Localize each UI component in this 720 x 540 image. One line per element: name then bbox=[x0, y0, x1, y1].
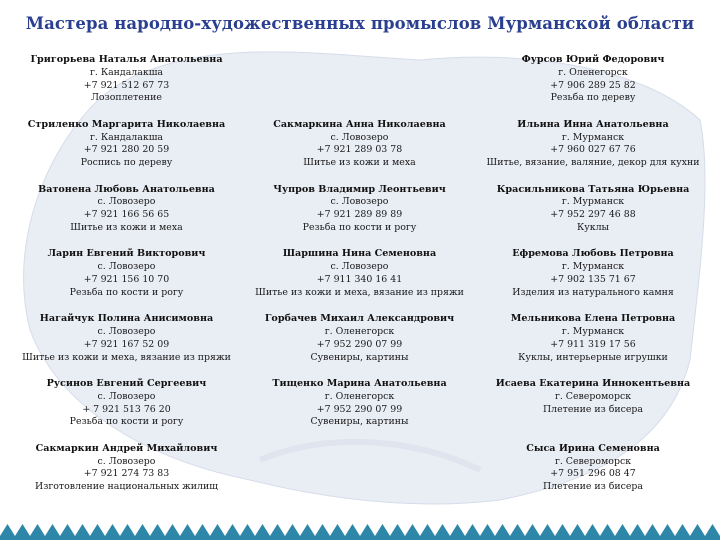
master-city: с. Ловозеро bbox=[330, 261, 389, 273]
master-city: г. Оленегорск bbox=[324, 325, 395, 337]
master-entry bbox=[245, 443, 474, 508]
master-entry bbox=[474, 119, 712, 184]
master-phone: +7 921 167 52 09 bbox=[83, 338, 170, 350]
master-craft: Лозоплетение bbox=[91, 92, 162, 104]
master-phone: +7 960 027 67 76 bbox=[550, 144, 636, 156]
master-city: г. Североморск bbox=[554, 455, 632, 467]
master-craft: Роспись по дереву bbox=[80, 157, 173, 169]
master-city: с. Ловозеро bbox=[97, 390, 156, 402]
master-city: г. Североморск bbox=[554, 390, 632, 402]
master-entry bbox=[8, 119, 245, 184]
master-city: с. Ловозеро bbox=[97, 325, 156, 337]
master-entry bbox=[245, 119, 474, 184]
master-name: Сакмаркина Анна Николаевна bbox=[273, 118, 446, 130]
master-entry bbox=[245, 184, 474, 249]
master-entry bbox=[474, 184, 712, 249]
master-phone: +7 921 274 73 83 bbox=[83, 468, 170, 480]
master-name: Русинов Евгений Сергеевич bbox=[46, 377, 207, 389]
master-entry bbox=[245, 248, 474, 313]
master-phone: +7 921 156 10 70 bbox=[83, 273, 170, 285]
master-city: с. Ловозеро bbox=[330, 131, 389, 143]
master-craft: Шитье из кожи и меха, вязание из пряжи bbox=[255, 286, 464, 298]
master-city: с. Ловозеро bbox=[97, 196, 156, 208]
master-entry bbox=[474, 443, 712, 508]
master-craft: Изделия из натурального камня bbox=[512, 286, 674, 298]
master-city: г. Мурманск bbox=[561, 325, 625, 337]
ornament-border bbox=[0, 516, 720, 540]
master-name: Шаршина Нина Семеновна bbox=[282, 248, 437, 260]
master-entry bbox=[8, 54, 245, 119]
master-city: г. Мурманск bbox=[561, 196, 625, 208]
master-city: с. Ловозеро bbox=[330, 196, 389, 208]
master-city: с. Ловозеро bbox=[97, 455, 156, 467]
master-craft: Резьба по дереву bbox=[550, 92, 636, 104]
master-craft: Резьба по кости и рогу bbox=[302, 221, 417, 233]
page-title: Мастера народно-художественных промыслов Мурманской области bbox=[25, 14, 695, 33]
master-name: Стриленко Маргарита Николаевна bbox=[27, 118, 226, 130]
master-entry bbox=[474, 248, 712, 313]
master-entry bbox=[8, 184, 245, 249]
master-phone: +7 921 512 67 73 bbox=[83, 79, 170, 91]
master-entry bbox=[8, 378, 245, 443]
master-entry bbox=[8, 443, 245, 508]
master-phone: +7 921 289 03 78 bbox=[316, 144, 403, 156]
master-city: г. Мурманск bbox=[561, 131, 625, 143]
master-city: г. Мурманск bbox=[561, 261, 625, 273]
master-name: Ефремова Любовь Петровна bbox=[512, 248, 674, 260]
master-entry bbox=[245, 54, 474, 119]
master-phone: +7 952 297 46 88 bbox=[550, 209, 636, 221]
master-city: г. Кандалакша bbox=[89, 66, 164, 78]
master-name: Сысa Ирина Семеновна bbox=[526, 442, 660, 454]
master-city: г. Оленегорск bbox=[324, 390, 395, 402]
master-entry bbox=[474, 313, 712, 378]
master-phone: +7 921 280 20 59 bbox=[83, 144, 170, 156]
master-craft: Резьба по кости и рогу bbox=[69, 286, 184, 298]
master-phone: +7 921 166 56 65 bbox=[83, 209, 170, 221]
master-phone: + 7 921 513 76 20 bbox=[82, 403, 171, 415]
master-craft: Сувениры, картины bbox=[310, 416, 409, 428]
master-phone: +7 921 289 89 89 bbox=[316, 209, 403, 221]
master-name: Фурсов Юрий Федорович bbox=[521, 54, 665, 65]
master-phone: +7 911 340 16 41 bbox=[316, 273, 403, 285]
master-craft: Резьба по кости и рогу bbox=[69, 416, 184, 428]
master-city: г. Кандалакша bbox=[89, 131, 164, 143]
master-phone: +7 952 290 07 99 bbox=[316, 338, 403, 350]
master-entry bbox=[474, 54, 712, 119]
master-entry bbox=[245, 378, 474, 443]
master-phone: +7 952 290 07 99 bbox=[316, 403, 403, 415]
masters-grid bbox=[8, 54, 712, 508]
master-name: Чупров Владимир Леонтьевич bbox=[273, 183, 446, 195]
master-phone: +7 911 319 17 56 bbox=[550, 338, 636, 350]
master-name: Горбачев Михаил Александрович bbox=[264, 313, 455, 325]
master-name: Тищенко Марина Анатольевна bbox=[272, 377, 447, 389]
master-name: Красильникова Татьяна Юрьевна bbox=[496, 183, 690, 195]
master-city: с. Ловозеро bbox=[97, 261, 156, 273]
master-craft: Изготовление национальных жилищ bbox=[35, 481, 218, 493]
master-name: Нагайчук Полина Анисимовна bbox=[39, 313, 214, 325]
master-name: Ватонена Любовь Анатольевна bbox=[38, 183, 215, 195]
master-craft: Плетение из бисера bbox=[542, 403, 644, 415]
master-craft: Куклы, интерьерные игрушки bbox=[518, 351, 668, 363]
master-name: Ларин Евгений Викторович bbox=[47, 248, 206, 260]
master-entry bbox=[245, 313, 474, 378]
master-craft: Сувениры, картины bbox=[310, 351, 409, 363]
master-craft: Плетение из бисера bbox=[542, 481, 644, 493]
master-craft: Шитье из кожи и меха, вязание из пряжи bbox=[22, 351, 231, 363]
master-phone: +7 951 296 08 47 bbox=[550, 468, 636, 480]
master-name: Мельникова Елена Петровна bbox=[510, 313, 676, 325]
master-city: г. Оленегорск bbox=[558, 66, 628, 78]
master-phone: +7 906 289 25 82 bbox=[550, 79, 636, 91]
master-name: Исаева Екатерина Иннокентьевна bbox=[495, 377, 691, 389]
master-name: Григорьева Наталья Анатольевна bbox=[30, 54, 223, 65]
master-entry bbox=[8, 248, 245, 313]
master-phone: +7 902 135 71 67 bbox=[550, 273, 636, 285]
master-entry bbox=[8, 313, 245, 378]
master-entry bbox=[474, 378, 712, 443]
master-craft: Шитье, вязание, валяние, декор для кухни bbox=[486, 157, 700, 169]
master-craft: Шитье из кожи и меха bbox=[70, 221, 183, 233]
master-craft: Шитье из кожи и меха bbox=[303, 157, 416, 169]
master-craft: Куклы bbox=[576, 221, 610, 233]
master-name: Ильина Инна Анатольевна bbox=[517, 118, 669, 130]
master-name: Сакмаркин Андрей Михайлович bbox=[35, 442, 218, 454]
